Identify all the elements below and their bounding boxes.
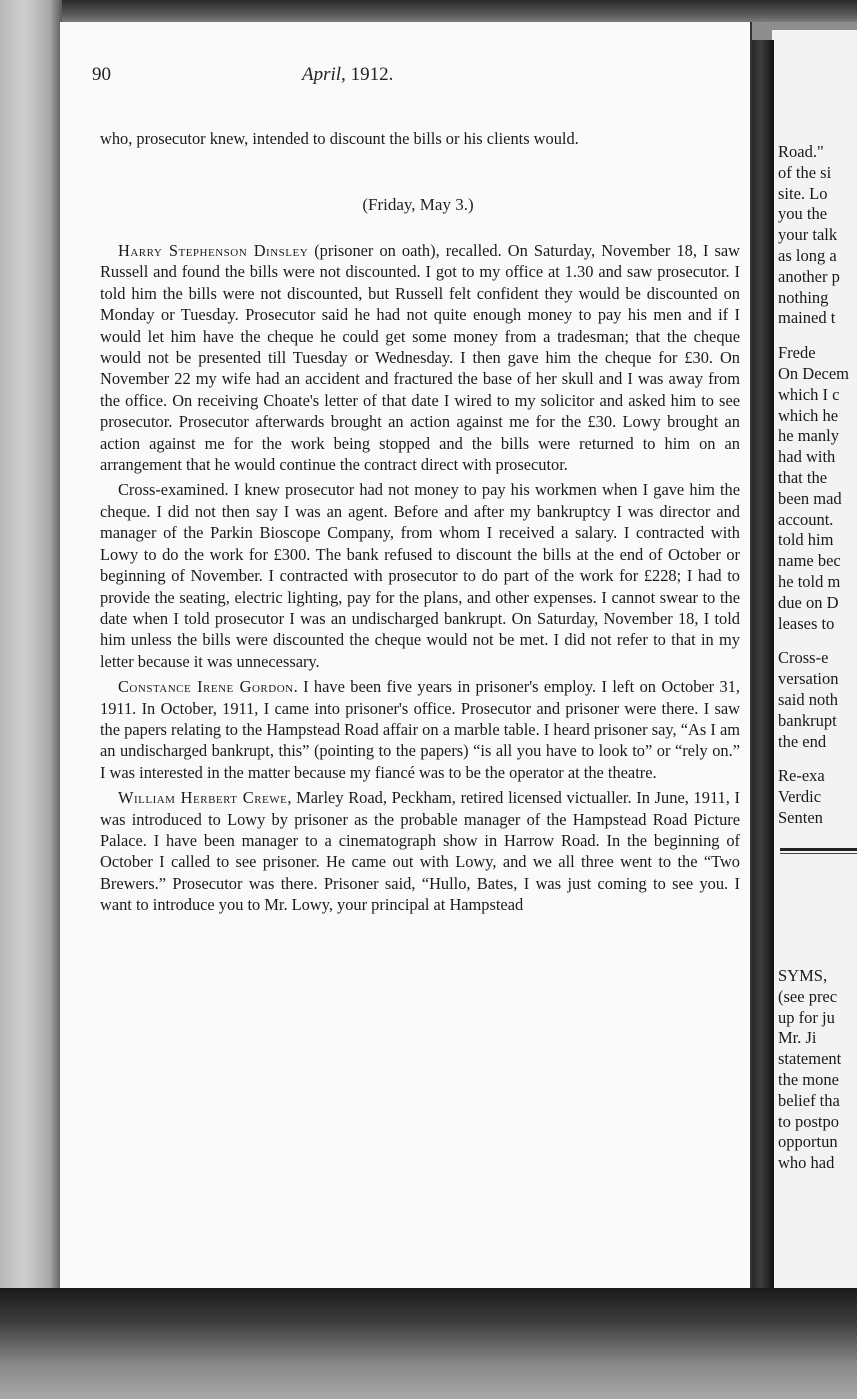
facing-page-line: Re-exa bbox=[778, 766, 825, 786]
facing-page-line: of the si bbox=[778, 162, 832, 182]
facing-page-line: said noth bbox=[778, 689, 839, 709]
body-text bbox=[100, 128, 740, 149]
scan-bottom-edge bbox=[0, 1288, 857, 1399]
facing-page-line: bankrupt bbox=[778, 710, 837, 730]
date-heading: (Friday, May 3.) bbox=[362, 195, 474, 214]
testimony-text: (prisoner on oath), recalled. On Saturday, November 18, I saw Russell and found the bills were not discounted. I got to my office at 1.30 and saw prosecutor. I told him the bills were not discounted, but Russell felt confident they would be discounted on Monday or Tuesday. Prosecutor said he had not quite enough money to pay his men and if I would let him have the cheque he could get some money from a tradesman; that the cheque would not be presented till Tuesday or Wednesday. I then gave him the cheque for £30. On November 22 my wife had an accident and fractured the base of her skull and I was away from the office. On receiving Choate's letter of that date I wired to my solicitor and asked him to see prosecutor. Prosecutor afterwards brought an action against me for the £30. Lowy brought an action against me for the work being stopped and the bills were returned to him on an arrangement that he would continue the contract direct with prosecutor. bbox=[100, 241, 741, 475]
facing-page-line: (see prec bbox=[778, 986, 838, 1006]
facing-page-text bbox=[778, 142, 857, 829]
facing-page-line: told him bbox=[778, 530, 834, 550]
facing-page-line: had with bbox=[778, 447, 836, 467]
scan-top-edge bbox=[0, 0, 857, 22]
facing-page-line: Mr. Ji bbox=[778, 1028, 817, 1048]
facing-page-line: opportun bbox=[778, 1132, 838, 1152]
facing-page-line: account. bbox=[778, 509, 834, 529]
facing-page-line: leases to bbox=[778, 613, 835, 633]
facing-page-lower-text bbox=[778, 966, 857, 1174]
facing-page-line: been mad bbox=[778, 488, 842, 508]
testimony-paragraph bbox=[100, 676, 740, 783]
speaker-name: William Herbert Crewe bbox=[118, 788, 288, 808]
facing-page-line: belief tha bbox=[778, 1090, 840, 1110]
facing-page-line: On Decem bbox=[778, 363, 850, 383]
page-number: 90 bbox=[92, 64, 111, 85]
page-date-month: April, bbox=[302, 64, 346, 85]
facing-page-line: mained t bbox=[778, 308, 836, 328]
facing-page-line: he manly bbox=[778, 426, 839, 446]
facing-page-rule bbox=[780, 848, 857, 851]
testimony bbox=[100, 236, 740, 916]
facing-page-line: to postpo bbox=[778, 1111, 839, 1131]
facing-page-line: due on D bbox=[778, 592, 839, 612]
facing-page-line: the end bbox=[778, 731, 827, 751]
running-head bbox=[92, 62, 532, 92]
testimony-paragraph bbox=[100, 787, 740, 915]
facing-page-line: which I c bbox=[778, 384, 840, 404]
speaker-name: Harry Stephenson Dinsley bbox=[118, 241, 309, 260]
testimony-text: . I have been five years in prisoner's employ. I left on October 31, 1911. In October, 1911, I came into prisoner's office. Prosecutor and prisoner were there. I saw the papers relating to the Hampstead Road affair on a marble table. I heard prisoner say, “As I am an undischarged bankrupt, this” (pointing to the papers) “is all you have to look to” or “rely on.” I was interested in the matter because my fiancé was to be the operator at the theatre. bbox=[100, 677, 740, 782]
speaker-name: Constance Irene Gordon bbox=[118, 677, 294, 697]
facing-page-line: which he bbox=[778, 405, 839, 425]
line-gap bbox=[778, 752, 857, 766]
facing-page-line: Frede bbox=[778, 343, 816, 363]
facing-page-line: Cross-e bbox=[778, 648, 829, 668]
facing-page-line: the mone bbox=[778, 1069, 839, 1089]
facing-page-line: name bec bbox=[778, 551, 841, 571]
line-gap bbox=[778, 329, 857, 343]
testimony-text: Cross-examined. I knew prosecutor had not money to pay his workmen when I gave him the cheque. I did not then say I was an agent. Before and after my bankruptcy I was director and manager of the Parkin Bioscope Company, from whom I received a salary. I contracted with Lowy to do the work for £300. The bank refused to discount the bills at the end of October or beginning of November. I contracted with prosecutor to do part of the work for £228; I had to provide the seating, electric lighting, pay for the plans, and other expenses. I cannot swear to the date when I told prosecutor I was an undischarged bankrupt. On Saturday, November 18, I told him unless the bills were discounted the cheque would not be met. I did not refer to that in my letter because it was unnecessary. bbox=[100, 480, 740, 671]
facing-page-line: that the bbox=[778, 467, 828, 487]
continuation-paragraph: who, prosecutor knew, intended to discount the bills or his clients would. bbox=[100, 129, 579, 148]
facing-page-line: nothing bbox=[778, 287, 829, 307]
facing-page-line: up for ju bbox=[778, 1007, 835, 1027]
facing-page-line: Road." bbox=[778, 142, 824, 161]
facing-page-line: Senten bbox=[778, 807, 823, 827]
page-date bbox=[302, 64, 393, 86]
page-date-year: 1912. bbox=[345, 64, 394, 85]
facing-page-line: site. Lo bbox=[778, 183, 828, 203]
facing-page-line: he told m bbox=[778, 571, 841, 591]
testimony-text: , Marley Road, Peckham, retired licensed victualler. In June, 1911, I was introduced to Lowy by prisoner as the probable manager of the Hampstead Road Picture Palace. I have been manager to a cinematograph show in Harrow Road. In the beginning of October I called to see prisoner. He came out with Lowy, and we all three went to the “Two Brewers.” Prosecutor was there. Prisoner said, “Hullo, Bates, I was just coming to see you. I want to introduce you to Mr. Lowy, your principal at Hampstead bbox=[100, 788, 741, 915]
facing-page-line: Verdic bbox=[778, 787, 822, 807]
facing-page-line: your talk bbox=[778, 225, 838, 245]
facing-page-line: SYMS, bbox=[778, 966, 828, 985]
facing-page-rule-thin bbox=[780, 853, 857, 854]
facing-page bbox=[772, 30, 857, 1288]
facing-page-line: another p bbox=[778, 266, 840, 286]
facing-page-line: versation bbox=[778, 669, 839, 689]
facing-page-line: statement bbox=[778, 1049, 842, 1069]
facing-page-line: who had bbox=[778, 1153, 835, 1173]
line-gap bbox=[778, 634, 857, 648]
scan-left-margin bbox=[0, 0, 62, 1399]
testimony-paragraph bbox=[100, 240, 740, 475]
testimony-paragraph bbox=[100, 479, 740, 672]
facing-page-line: as long a bbox=[778, 245, 837, 265]
book-gutter bbox=[748, 40, 774, 1290]
facing-page-line: you the bbox=[778, 204, 828, 224]
